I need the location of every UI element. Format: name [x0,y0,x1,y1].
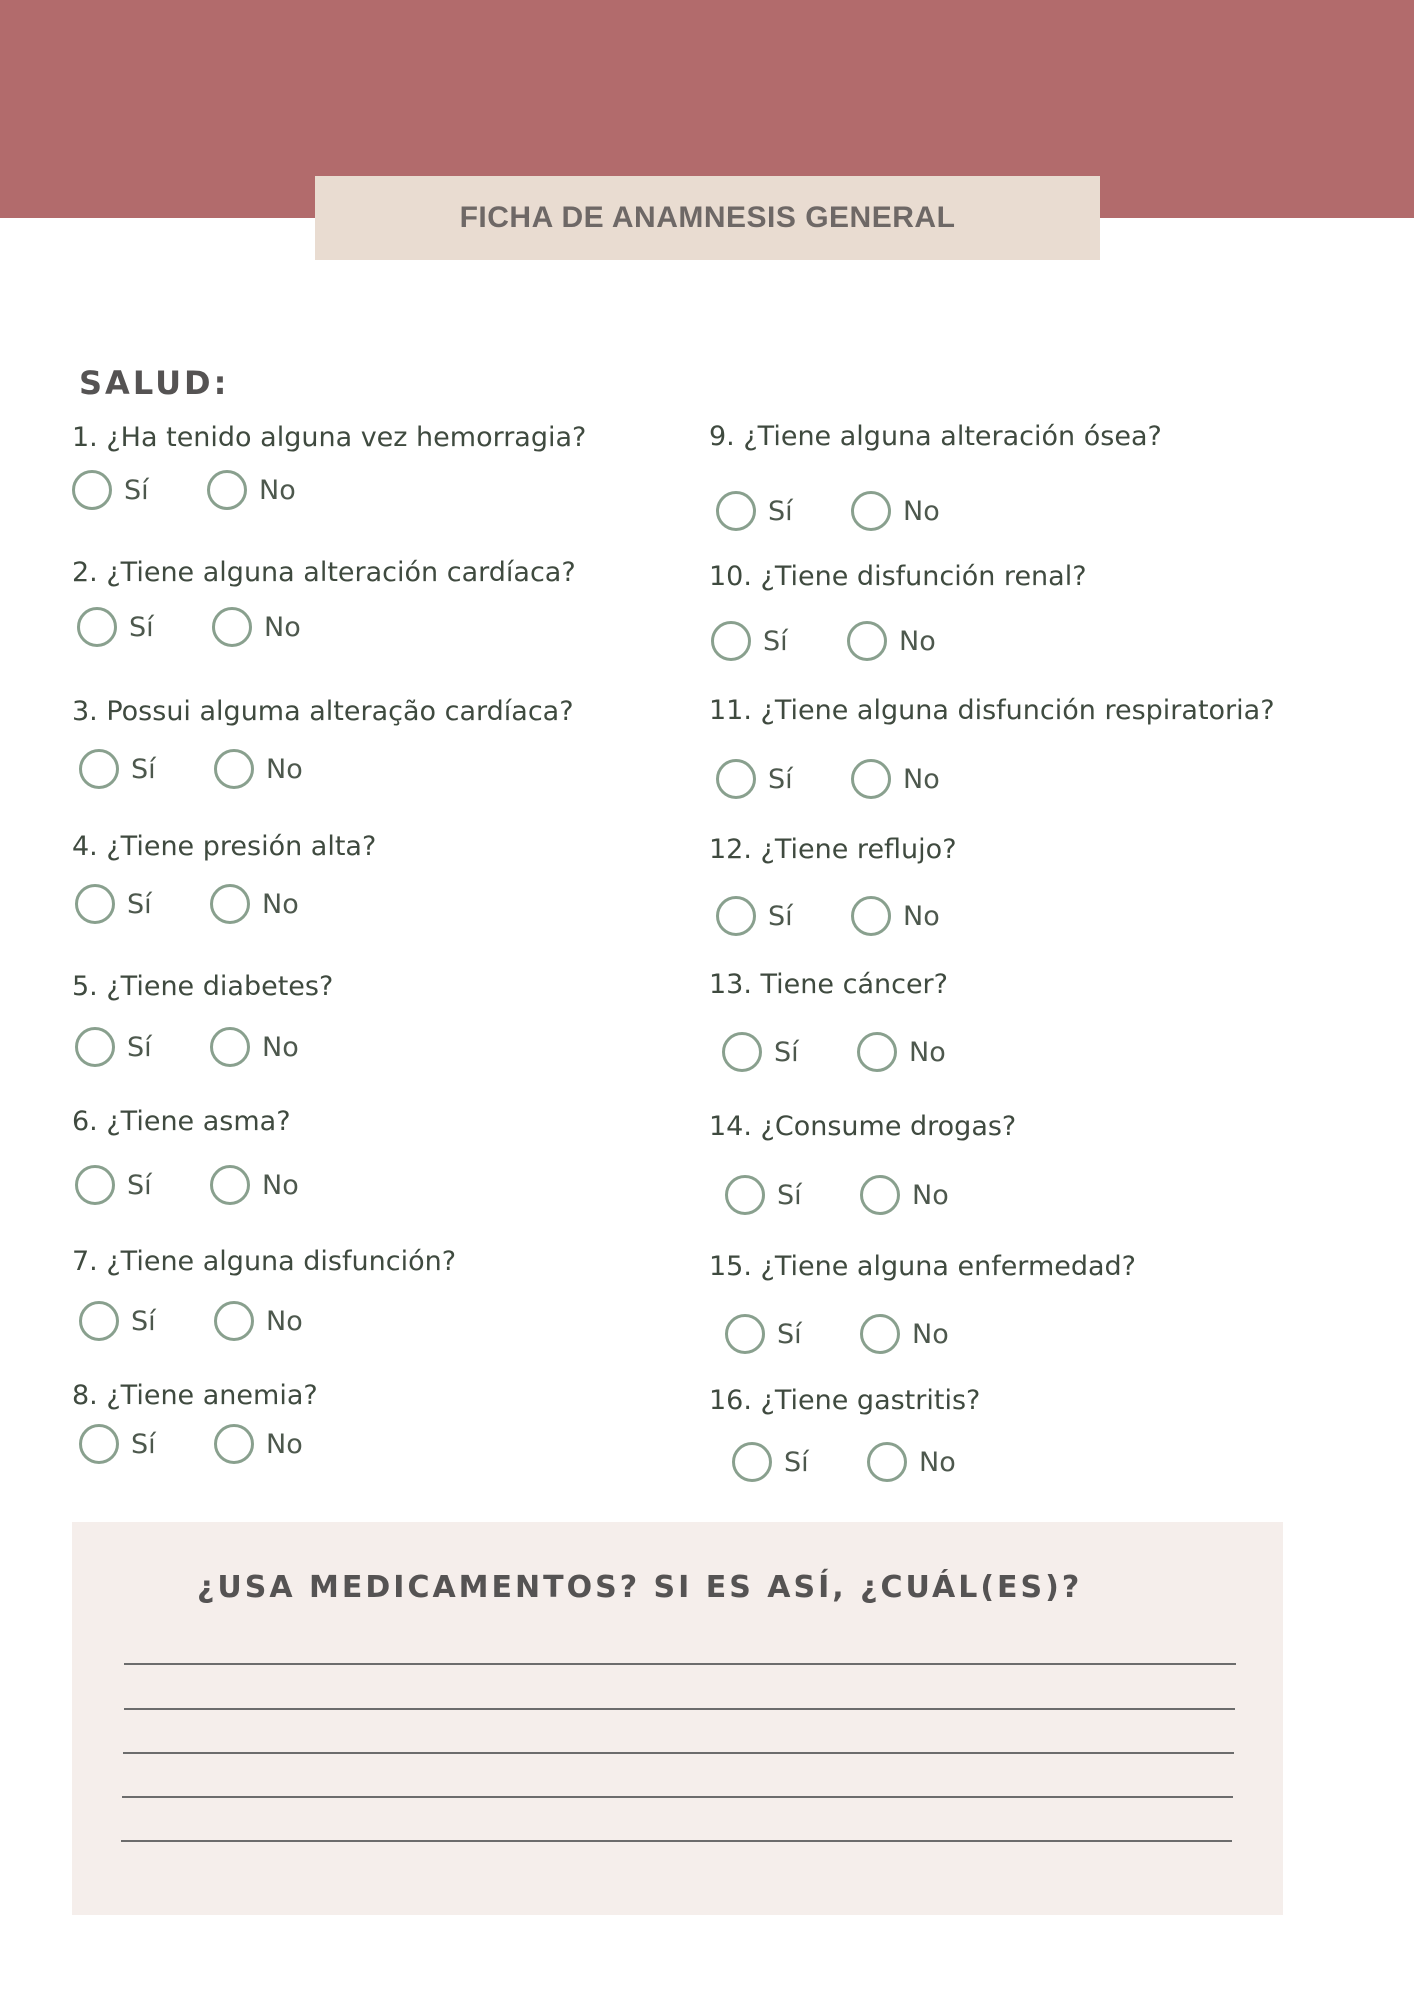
option-no-label: No [266,753,303,785]
option-yes-label: Sí [777,1318,802,1350]
option-no[interactable] [214,1301,303,1341]
option-yes-label: Sí [768,900,793,932]
medications-panel [72,1522,1283,1915]
question-7 [72,1246,712,1356]
option-no[interactable] [851,759,940,799]
question-text: 8. ¿Tiene anemia? [72,1380,318,1411]
question-text: 9. ¿Tiene alguna alteración ósea? [709,421,1162,452]
radio-circle-icon[interactable] [214,1301,254,1341]
option-no[interactable] [851,491,940,531]
answer-line-5[interactable] [121,1840,1232,1842]
option-yes[interactable] [725,1175,802,1215]
option-no[interactable] [210,1027,299,1067]
radio-circle-icon[interactable] [711,621,751,661]
option-yes[interactable] [72,470,149,510]
radio-circle-icon[interactable] [75,884,115,924]
option-no[interactable] [851,896,940,936]
radio-circle-icon[interactable] [75,1027,115,1067]
option-yes[interactable] [716,491,793,531]
option-yes-label: Sí [127,1031,152,1063]
question-text: 6. ¿Tiene asma? [72,1106,291,1137]
option-no-label: No [262,888,299,920]
option-no[interactable] [857,1032,946,1072]
question-text: 5. ¿Tiene diabetes? [72,971,334,1002]
option-no-label: No [903,495,940,527]
radio-circle-icon[interactable] [851,491,891,531]
radio-circle-icon[interactable] [212,607,252,647]
answer-line-1[interactable] [124,1663,1236,1665]
answer-line-2[interactable] [124,1708,1235,1710]
radio-circle-icon[interactable] [725,1314,765,1354]
option-yes[interactable] [75,884,152,924]
radio-circle-icon[interactable] [867,1442,907,1482]
option-yes-label: Sí [763,625,788,657]
option-no-label: No [262,1031,299,1063]
question-1 [72,422,712,532]
radio-circle-icon[interactable] [72,470,112,510]
radio-circle-icon[interactable] [860,1175,900,1215]
page-title: FICHA DE ANAMNESIS GENERAL [459,201,956,234]
question-9 [709,421,1349,531]
option-yes-label: Sí [784,1446,809,1478]
radio-circle-icon[interactable] [79,1424,119,1464]
question-text: 14. ¿Consume drogas? [709,1111,1017,1142]
question-5 [72,971,712,1081]
answer-line-3[interactable] [123,1752,1234,1754]
option-no[interactable] [207,470,296,510]
option-yes-label: Sí [768,763,793,795]
radio-circle-icon[interactable] [851,759,891,799]
option-yes[interactable] [732,1442,809,1482]
option-yes[interactable] [711,621,788,661]
radio-circle-icon[interactable] [716,896,756,936]
question-12 [709,834,1349,944]
option-yes[interactable] [716,896,793,936]
answer-line-4[interactable] [122,1796,1233,1798]
radio-circle-icon[interactable] [716,491,756,531]
option-yes[interactable] [79,1301,156,1341]
option-yes[interactable] [725,1314,802,1354]
radio-circle-icon[interactable] [210,1027,250,1067]
question-10 [709,561,1349,671]
radio-circle-icon[interactable] [847,621,887,661]
option-yes[interactable] [75,1027,152,1067]
option-no[interactable] [214,749,303,789]
option-no[interactable] [212,607,301,647]
option-yes[interactable] [716,759,793,799]
radio-circle-icon[interactable] [857,1032,897,1072]
radio-circle-icon[interactable] [207,470,247,510]
question-text: 1. ¿Ha tenido alguna vez hemorragia? [72,422,587,453]
question-text: 13. Tiene cáncer? [709,969,948,1000]
option-yes-label: Sí [777,1179,802,1211]
option-no-label: No [899,625,936,657]
radio-circle-icon[interactable] [79,1301,119,1341]
radio-circle-icon[interactable] [77,607,117,647]
question-text: 16. ¿Tiene gastritis? [709,1385,981,1416]
question-text: 12. ¿Tiene reflujo? [709,834,957,865]
option-yes-label: Sí [124,474,149,506]
option-no[interactable] [860,1175,949,1215]
option-yes[interactable] [79,749,156,789]
radio-circle-icon[interactable] [210,884,250,924]
option-yes-label: Sí [131,1428,156,1460]
section-heading-salud: SALUD: [79,364,230,402]
question-13 [709,969,1349,1079]
option-no-label: No [264,611,301,643]
option-no[interactable] [867,1442,956,1482]
option-no-label: No [912,1179,949,1211]
option-no-label: No [266,1305,303,1337]
option-no[interactable] [210,884,299,924]
radio-circle-icon[interactable] [860,1314,900,1354]
radio-circle-icon[interactable] [851,896,891,936]
radio-circle-icon[interactable] [214,1424,254,1464]
question-text: 11. ¿Tiene alguna disfunción respiratoria? [709,695,1275,726]
question-8 [72,1380,712,1490]
question-16 [709,1385,1349,1495]
question-14 [709,1111,1349,1221]
medications-heading: ¿USA MEDICAMENTOS? SI ES ASÍ, ¿CUÁL(ES)? [197,1570,1083,1605]
option-no-label: No [909,1036,946,1068]
option-yes-label: Sí [131,1305,156,1337]
option-yes-label: Sí [768,495,793,527]
option-no-label: No [262,1169,299,1201]
radio-circle-icon[interactable] [732,1442,772,1482]
option-yes[interactable] [75,1165,152,1205]
option-yes-label: Sí [129,611,154,643]
question-text: 15. ¿Tiene alguna enfermedad? [709,1251,1137,1282]
radio-circle-icon[interactable] [214,749,254,789]
option-no[interactable] [847,621,936,661]
option-yes[interactable] [77,607,154,647]
radio-circle-icon[interactable] [79,749,119,789]
option-no[interactable] [860,1314,949,1354]
title-box [315,176,1100,260]
option-no-label: No [919,1446,956,1478]
radio-circle-icon[interactable] [716,759,756,799]
question-2 [72,557,712,667]
option-yes[interactable] [722,1032,799,1072]
option-no[interactable] [210,1165,299,1205]
question-6 [72,1106,712,1216]
question-text: 7. ¿Tiene alguna disfunción? [72,1246,457,1277]
question-4 [72,831,712,941]
option-yes-label: Sí [774,1036,799,1068]
option-no-label: No [903,900,940,932]
radio-circle-icon[interactable] [210,1165,250,1205]
option-yes-label: Sí [127,888,152,920]
question-text: 2. ¿Tiene alguna alteración cardíaca? [72,557,576,588]
option-yes[interactable] [79,1424,156,1464]
option-yes-label: Sí [131,753,156,785]
option-no-label: No [903,763,940,795]
question-text: 10. ¿Tiene disfunción renal? [709,561,1087,592]
option-yes-label: Sí [127,1169,152,1201]
radio-circle-icon[interactable] [725,1175,765,1215]
option-no-label: No [266,1428,303,1460]
radio-circle-icon[interactable] [75,1165,115,1205]
radio-circle-icon[interactable] [722,1032,762,1072]
option-no-label: No [912,1318,949,1350]
question-3 [72,696,712,806]
question-text: 3. Possui alguma alteração cardíaca? [72,696,574,727]
question-11 [709,695,1349,805]
question-text: 4. ¿Tiene presión alta? [72,831,377,862]
question-15 [709,1251,1349,1361]
option-no-label: No [259,474,296,506]
option-no[interactable] [214,1424,303,1464]
